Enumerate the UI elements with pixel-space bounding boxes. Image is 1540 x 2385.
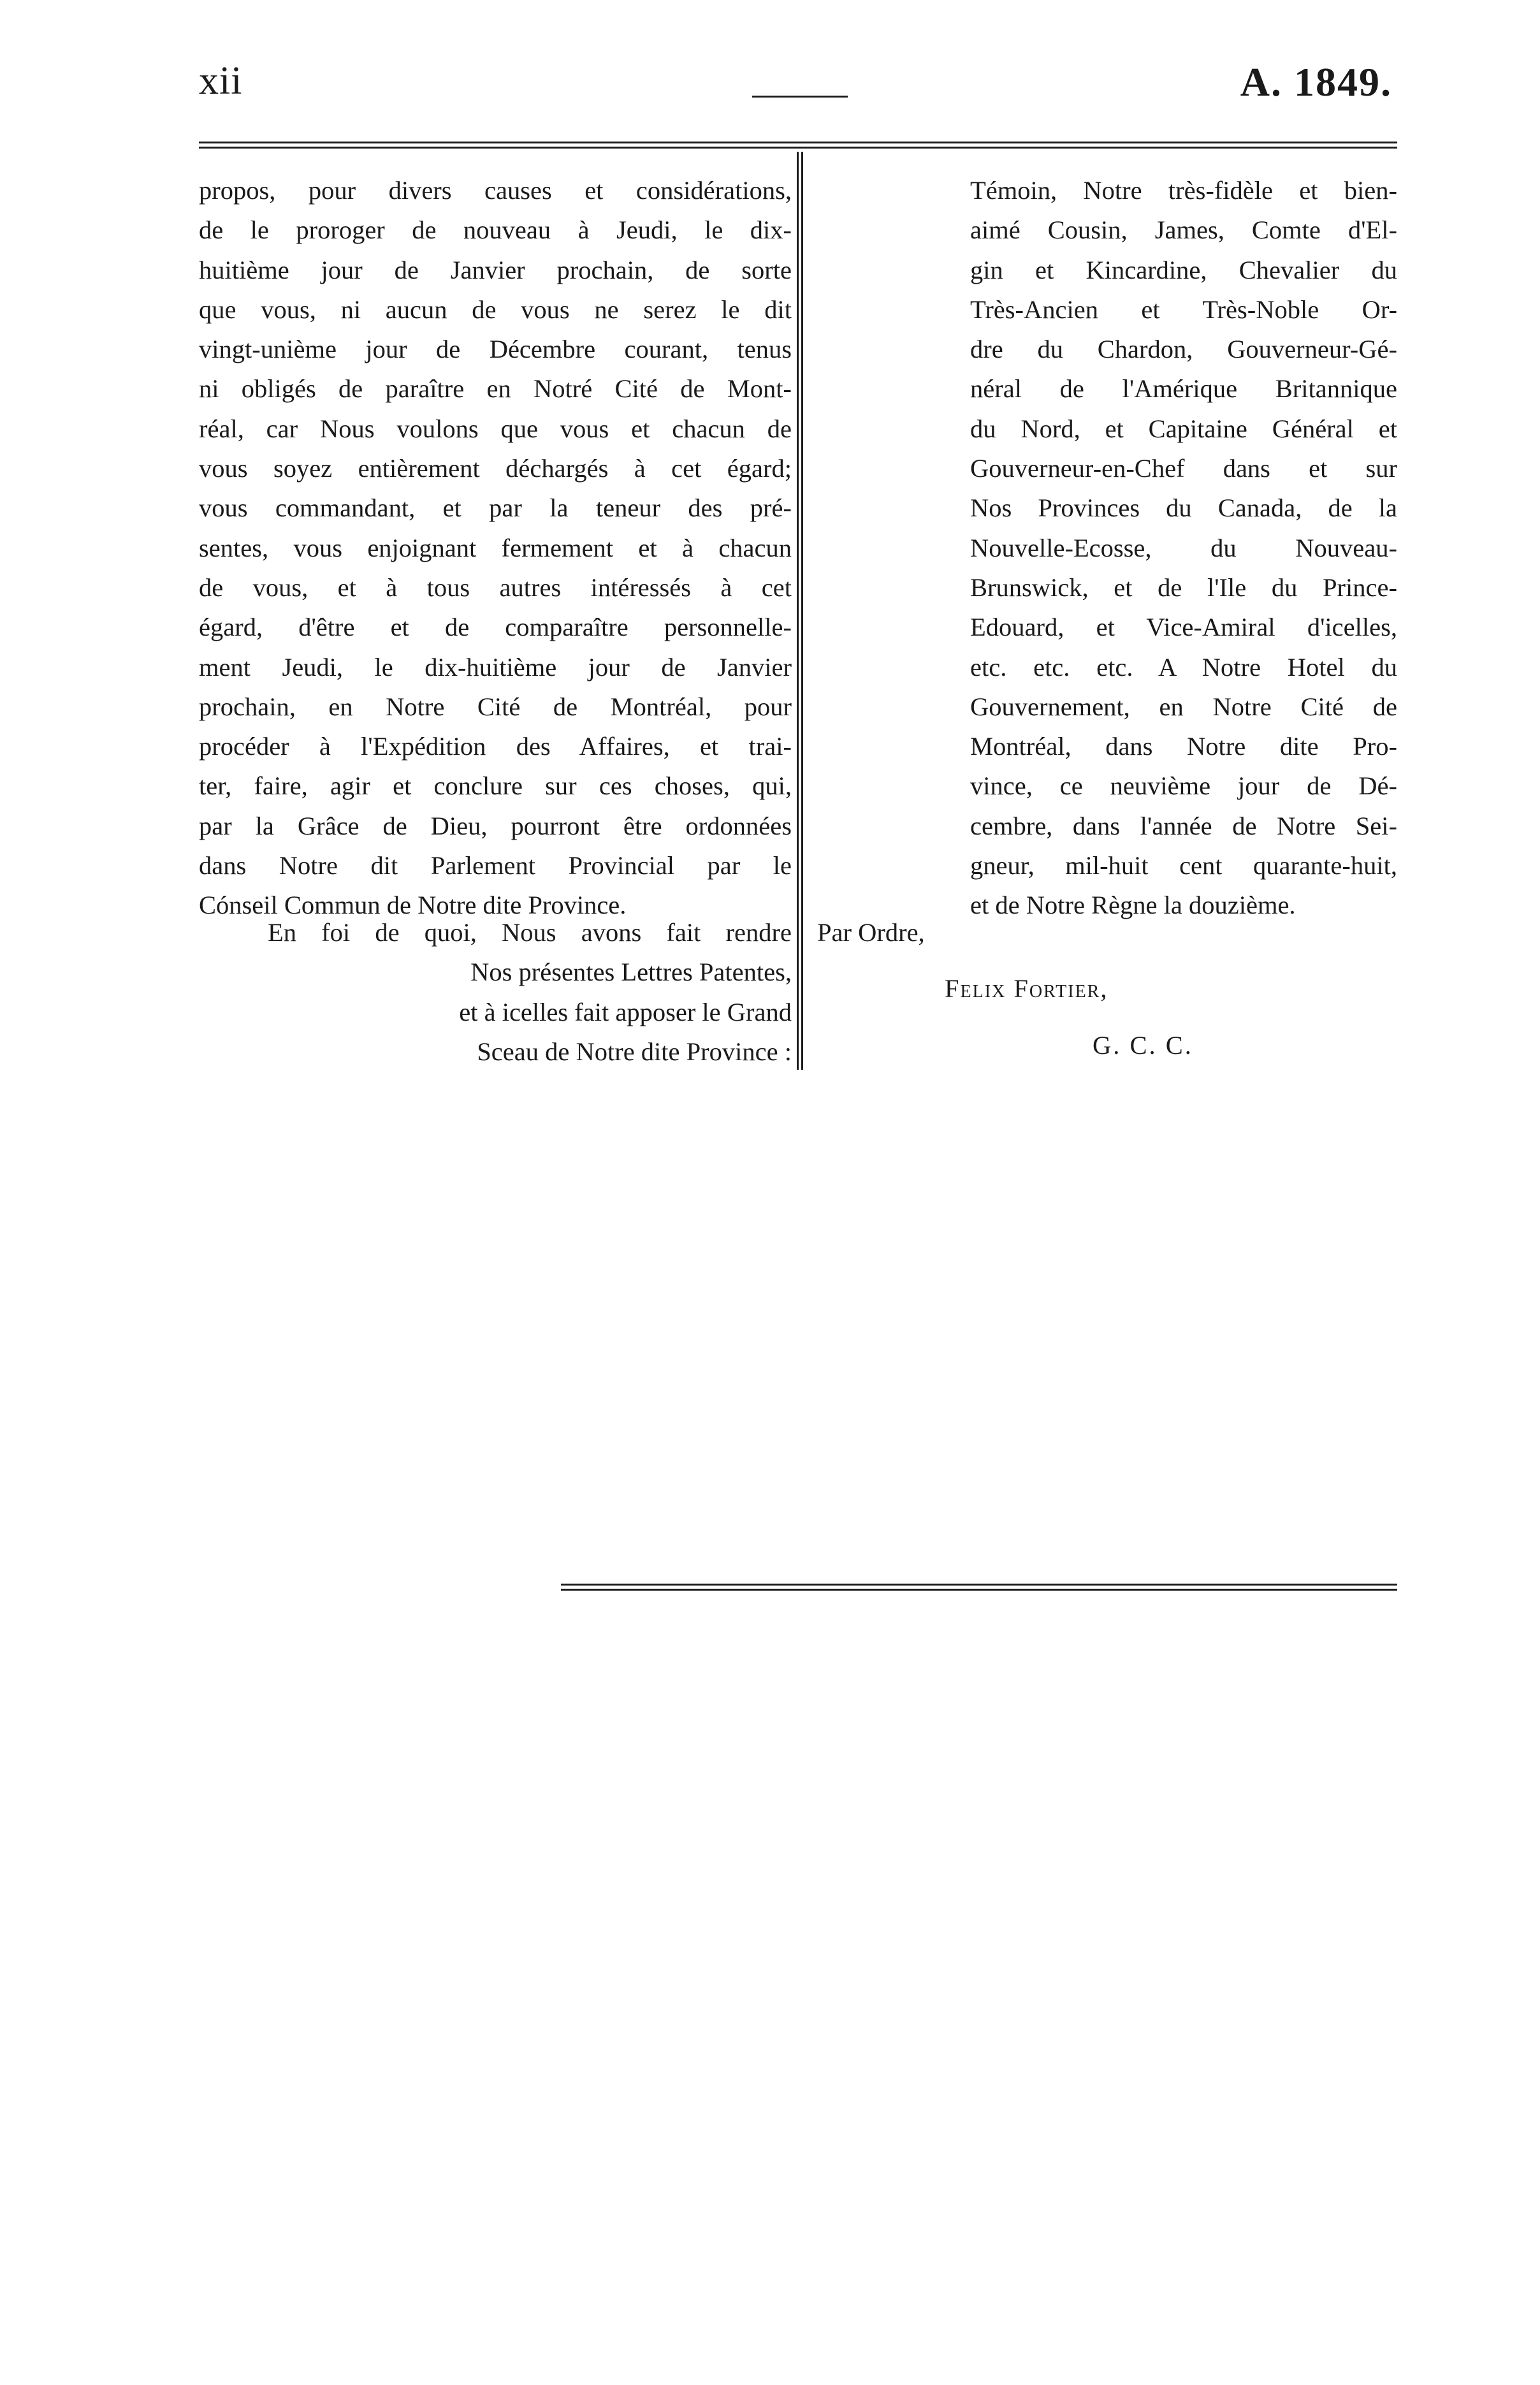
left-line: propos, pour divers causes et considérations,: [199, 176, 792, 205]
left-line: ter, faire, agir et conclure sur ces choses, qui,: [199, 771, 792, 801]
left-line: sentes, vous enjoignant fermement et à chacun: [199, 533, 792, 562]
right-paragraph: [970, 171, 1397, 926]
column-divider: [797, 152, 803, 1070]
seal-line: Nos présentes Lettres Patentes,: [470, 958, 792, 987]
left-line: vous commandant, et par la teneur des pré-: [199, 493, 792, 523]
right-line: Nouvelle-Ecosse, du Nouveau-: [970, 533, 1397, 562]
page-header: [0, 59, 1540, 116]
right-line: cembre, dans l'année de Notre Sei-: [970, 811, 1397, 840]
left-line: de le proroger de nouveau à Jeudi, le dix-: [199, 215, 792, 245]
page-number: xii: [199, 59, 243, 103]
seal-line: et à icelles fait apposer le Grand: [459, 997, 792, 1026]
right-line: du Nord, et Capitaine Général et: [970, 414, 1397, 443]
right-line: Gouvernement, en Notre Cité de: [970, 692, 1397, 721]
signer-name: Felix Fortier,: [945, 974, 1108, 1003]
left-line: égard, d'être et de comparaître personnelle-: [199, 613, 792, 642]
right-line: vince, ce neuvième jour de Dé-: [970, 771, 1397, 801]
right-line: Très-Ancien et Très-Noble Or-: [970, 295, 1397, 324]
left-column-text: [199, 171, 792, 926]
bottom-double-rule: [561, 1584, 1397, 1591]
left-line: ment Jeudi, le dix-huitième jour de Janvier: [199, 652, 792, 682]
right-line: gin et Kincardine, Chevalier du: [970, 255, 1397, 284]
seal-line: En foi de quoi, Nous avons fait rendre: [268, 918, 792, 947]
left-line: ni obligés de paraître en Notré Cité de Mont-: [199, 374, 792, 404]
left-line: réal, car Nous voulons que vous et chacun de: [199, 414, 792, 443]
seal-clause: [268, 913, 792, 1072]
par-ordre-label: Par Ordre,: [817, 918, 925, 947]
right-line: Gouverneur-en-Chef dans et sur: [970, 454, 1397, 483]
right-line: Edouard, et Vice-Amiral d'icelles,: [970, 613, 1397, 642]
left-line: que vous, ni aucun de vous ne serez le dit: [199, 295, 792, 324]
right-line: etc. etc. etc. A Notre Hotel du: [970, 652, 1397, 682]
left-line: prochain, en Notre Cité de Montréal, pour: [199, 692, 792, 721]
right-line: Témoin, Notre très-fidèle et bien-: [970, 176, 1397, 205]
left-paragraph: [199, 171, 792, 926]
left-line: de vous, et à tous autres intéressés à cet: [199, 573, 792, 602]
right-line: dre du Chardon, Gouverneur-Gé-: [970, 335, 1397, 364]
right-line: aimé Cousin, James, Comte d'El-: [970, 215, 1397, 245]
right-line: Montréal, dans Notre dite Pro-: [970, 732, 1397, 761]
seal-line: Sceau de Notre dite Province :: [477, 1037, 792, 1066]
left-line: dans Notre dit Parlement Provincial par le: [199, 851, 792, 880]
left-line: par la Grâce de Dieu, pourront être ordonnées: [199, 811, 792, 840]
left-line: vous soyez entièrement déchargés à cet égard;: [199, 454, 792, 483]
right-line: gneur, mil-huit cent quarante-huit,: [970, 851, 1397, 880]
right-line: Brunswick, et de l'Ile du Prince-: [970, 573, 1397, 602]
signature-block: [817, 913, 1391, 1065]
header-dash: [752, 96, 848, 98]
left-line: Cónseil Commun de Notre dite Province.: [199, 891, 627, 920]
right-line: et de Notre Règne la douzième.: [970, 891, 1296, 920]
left-line: vingt-unième jour de Décembre courant, tenus: [199, 335, 792, 364]
left-line: procéder à l'Expédition des Affaires, et trai-: [199, 732, 792, 761]
left-line: huitième jour de Janvier prochain, de sorte: [199, 255, 792, 284]
year-label: A. 1849.: [1240, 59, 1392, 105]
right-column-text: [970, 171, 1397, 926]
top-double-rule: [199, 142, 1397, 149]
signer-title: G. C. C.: [1093, 1030, 1193, 1060]
right-line: Nos Provinces du Canada, de la: [970, 493, 1397, 523]
right-line: néral de l'Amérique Britannique: [970, 374, 1397, 404]
